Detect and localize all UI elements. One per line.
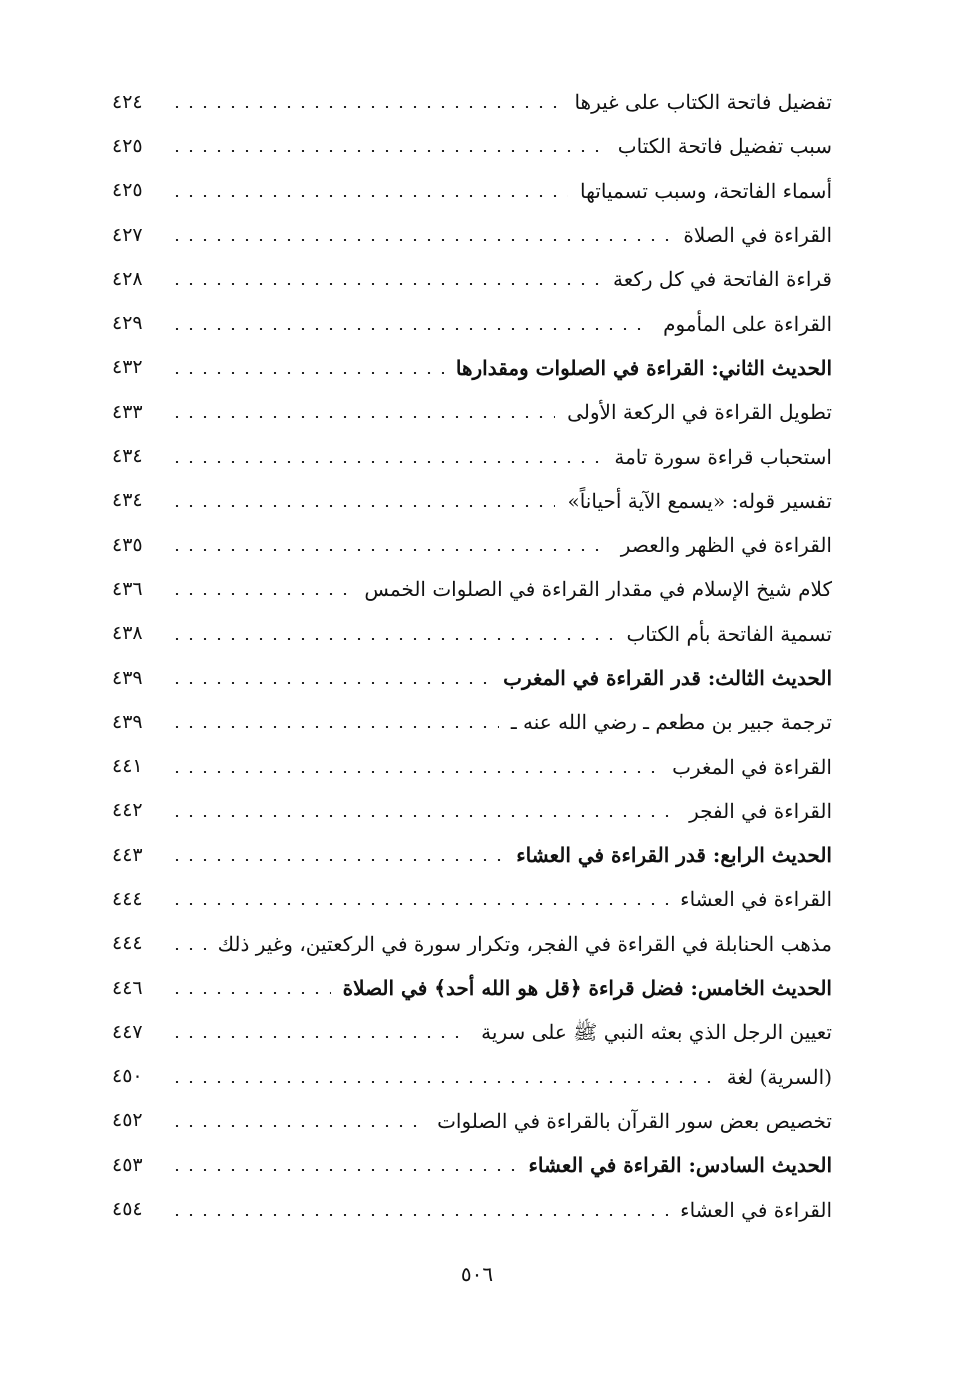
dot-leader <box>170 106 562 108</box>
toc-row <box>112 213 832 257</box>
toc-row <box>112 567 832 611</box>
toc-entry-page: ٤٣٢ <box>112 356 143 379</box>
dot-leader <box>170 416 555 418</box>
dot-leader <box>170 372 444 374</box>
toc-entry-title: (السرية) لغة <box>726 1064 832 1089</box>
toc-entry-page: ٤٥٣ <box>112 1153 143 1176</box>
dot-leader <box>170 1125 425 1127</box>
toc-entry-page: ٤٢٧ <box>112 223 143 246</box>
toc-entry-page: ٤٤٤ <box>112 932 143 955</box>
dot-leader <box>170 638 614 640</box>
dot-leader <box>170 1036 469 1038</box>
toc-entry-page: ٤٤٧ <box>112 1020 143 1043</box>
toc-entry-title: الحديث الثالث: قدر القراءة في المغرب <box>503 666 832 690</box>
toc-row <box>112 301 832 345</box>
dot-leader <box>170 461 602 463</box>
dot-leader <box>170 903 668 905</box>
toc-row <box>112 1099 832 1143</box>
toc-entry-page: ٤٥٤ <box>112 1198 143 1221</box>
toc-row <box>112 169 832 213</box>
toc-row <box>112 612 832 656</box>
toc-entry-page: ٤٣٩ <box>112 710 143 733</box>
toc-entry-title: سبب تفضيل فاتحة الكتاب <box>617 134 832 159</box>
toc-entry-page: ٤٢٩ <box>112 312 143 335</box>
dot-leader <box>170 815 677 817</box>
table-of-contents <box>112 80 832 1232</box>
toc-entry-page: ٤٤٢ <box>112 799 143 822</box>
toc-entry-page: ٤٣٩ <box>112 666 143 689</box>
toc-entry-title: ترجمة جبير بن مطعم ـ رضي الله عنه ـ <box>510 710 832 735</box>
toc-entry-title: القراءة على المأموم <box>663 311 832 336</box>
toc-row <box>112 523 832 567</box>
toc-entry-page: ٤٥٠ <box>112 1065 143 1088</box>
toc-entry-page: ٤٣٤ <box>112 445 143 468</box>
dot-leader <box>170 239 671 241</box>
toc-row <box>112 1055 832 1099</box>
toc-row <box>112 922 832 966</box>
dot-leader <box>170 328 651 330</box>
dot-leader <box>170 195 568 197</box>
toc-row-heading <box>112 346 832 390</box>
toc-row-heading <box>112 833 832 877</box>
dot-leader <box>170 549 609 551</box>
toc-row-heading <box>112 656 832 700</box>
toc-row <box>112 390 832 434</box>
toc-entry-title: القراءة في العشاء <box>680 1197 832 1222</box>
dot-leader <box>170 150 606 152</box>
toc-entry-title: القراءة في الظهر والعصر <box>620 533 832 558</box>
toc-entry-page: ٤٢٥ <box>112 179 143 202</box>
dot-leader <box>170 283 601 285</box>
dot-leader <box>170 771 660 773</box>
toc-entry-title: القراءة في المغرب <box>672 754 832 779</box>
toc-entry-title: مذهب الحنابلة في القراءة في الفجر، وتكرار سورة في الركعتين، وغير ذلك <box>217 931 832 956</box>
toc-entry-page: ٤٣٥ <box>112 533 143 556</box>
toc-entry-title: تفضيل فاتحة الكتاب على غيرها <box>574 90 832 115</box>
toc-entry-page: ٤٤٤ <box>112 887 143 910</box>
dot-leader <box>170 859 504 861</box>
toc-entry-title: أسماء الفاتحة، وسبب تسمياتها <box>579 178 832 203</box>
toc-row-heading <box>112 1143 832 1187</box>
toc-entry-title: تعيين الرجل الذي بعثه النبي ﷺ على سرية <box>481 1020 832 1045</box>
dot-leader <box>170 1169 516 1171</box>
toc-row <box>112 434 832 478</box>
dot-leader <box>170 726 499 728</box>
toc-row <box>112 257 832 301</box>
toc-entry-title: تطويل القراءة في الركعة الأولى <box>567 400 832 425</box>
dot-leader <box>170 1214 668 1216</box>
page-number: ٥٠٦ <box>460 1262 494 1286</box>
toc-row-heading <box>112 966 832 1010</box>
toc-entry-page: ٤٤٦ <box>112 976 143 999</box>
toc-row <box>112 1010 832 1054</box>
toc-entry-title: القراءة في الفجر <box>689 798 832 823</box>
toc-row <box>112 877 832 921</box>
toc-row <box>112 700 832 744</box>
toc-entry-title: القراءة في الصلاة <box>683 223 832 248</box>
toc-entry-page: ٤٣٣ <box>112 400 143 423</box>
toc-row <box>112 789 832 833</box>
toc-entry-title: تسمية الفاتحة بأم الكتاب <box>626 621 832 646</box>
toc-entry-title: الحديث السادس: القراءة في العشاء <box>528 1153 832 1178</box>
toc-entry-page: ٤٤٣ <box>112 843 143 866</box>
toc-entry-title: القراءة في العشاء <box>680 887 832 912</box>
toc-entry-title: قراءة الفاتحة في كل ركعة <box>613 267 832 292</box>
toc-entry-page: ٤٣٦ <box>112 577 143 600</box>
toc-entry-title: الحديث الرابع: قدر القراءة في العشاء <box>516 843 832 868</box>
dot-leader <box>170 1081 715 1083</box>
toc-row <box>112 80 832 124</box>
dot-leader <box>170 682 491 684</box>
toc-row <box>112 124 832 168</box>
toc-row <box>112 744 832 788</box>
toc-entry-title: تفسير قوله: «يسمع الآية أحياناً» <box>567 488 832 513</box>
dot-leader <box>170 948 206 950</box>
toc-entry-title: كلام شيخ الإسلام في مقدار القراءة في الصلوات الخمس <box>364 577 832 602</box>
toc-entry-page: ٤٥٢ <box>112 1109 143 1132</box>
toc-row <box>112 1187 832 1231</box>
toc-entry-title: تخصيص بعض سور القرآن بالقراءة في الصلوات <box>437 1108 832 1133</box>
toc-entry-title: استحباب قراءة سورة تامة <box>614 444 832 469</box>
toc-entry-page: ٤٢٥ <box>112 134 143 157</box>
toc-entry-page: ٤٢٤ <box>112 90 143 113</box>
toc-entry-title: الحديث الثاني: القراءة في الصلوات ومقدارها <box>455 355 832 380</box>
dot-leader <box>170 593 352 595</box>
toc-entry-page: ٤٣٨ <box>112 622 143 645</box>
toc-entry-page: ٤٢٨ <box>112 267 143 290</box>
dot-leader <box>170 505 555 507</box>
toc-row <box>112 479 832 523</box>
toc-entry-page: ٤٣٤ <box>112 489 143 512</box>
toc-entry-page: ٤٤١ <box>112 755 143 778</box>
dot-leader <box>170 992 331 994</box>
toc-entry-title: الحديث الخامس: فضل قراءة ﴿قل هو الله أحد﴾ في الصلاة <box>342 976 832 1001</box>
